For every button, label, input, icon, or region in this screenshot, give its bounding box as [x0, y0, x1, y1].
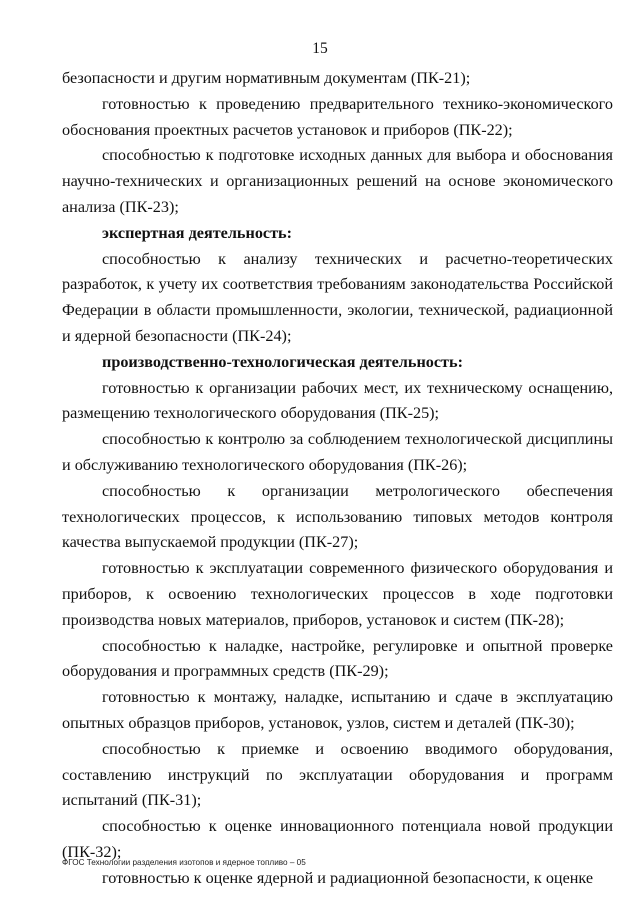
competency-pk-23: способностью к подготовке исходных данных для выбора и обоснования научно-технических и организационных решений на основе экономического анализа (ПК-23); — [62, 146, 613, 216]
competency-pk-26: способностью к контролю за соблюдением технологической дисциплины и обслуживанию технологического оборудования (ПК-26); — [62, 430, 613, 474]
paragraph-continuation: безопасности и другим нормативным документам (ПК-21); — [62, 69, 471, 87]
competency-pk-32: способностью к оценке инновационного потенциала новой продукции (ПК-32); — [62, 817, 613, 861]
competency-pk-27: способностью к организации метрологического обеспечения технологических процессов, к использованию типовых методов контроля качества выпускаемой продукции (ПК-27); — [62, 481, 613, 552]
competency-pk-28: готовностью к эксплуатации современного физического оборудования и приборов, к освоению технологических процессов в ходе подготовки производства новых материалов, приборов, установок и систем (ПК-28); — [62, 559, 613, 629]
competency-pk-24: способностью к анализу технических и расчетно-теоретических разработок, к учету их соответствия требованиям законодательства Российской Федерации в области промышленности, экологии, технической, радиационной и ядерной безопасности (ПК-24); — [62, 249, 613, 345]
competency-pk-31: способностью к приемке и освоению вводимого оборудования, составлению инструкций по эксплуатации оборудования и программ испытаний (ПК-31); — [62, 739, 613, 810]
competency-pk-25: готовностью к организации рабочих мест, их техническому оснащению, размещению технологического оборудования (ПК-25); — [62, 378, 613, 423]
section-heading-expert: экспертная деятельность: — [102, 223, 292, 242]
section-heading-production: производственно-технологическая деятельность: — [102, 352, 463, 371]
competency-pk-29: способностью к наладке, настройке, регулировке и опытной проверке оборудования и программных средств (ПК-29); — [62, 636, 613, 681]
competency-continued: готовностью к оценке ядерной и радиационной безопасности, к оценке — [102, 868, 594, 887]
document-body — [62, 66, 613, 892]
competency-pk-22: готовностью к проведению предварительного технико-экономического обоснования проектных расчетов установок и приборов (ПК-22); — [62, 94, 613, 139]
competency-pk-30: готовностью к монтажу, наладке, испытанию и сдаче в эксплуатацию опытных образцов приборов, установок, узлов, систем и деталей (ПК-30); — [62, 688, 613, 732]
page-number: 15 — [312, 40, 328, 57]
page-footer: ФГОС Технологии разделения изотопов и ядерное топливо – 05 — [62, 858, 306, 867]
